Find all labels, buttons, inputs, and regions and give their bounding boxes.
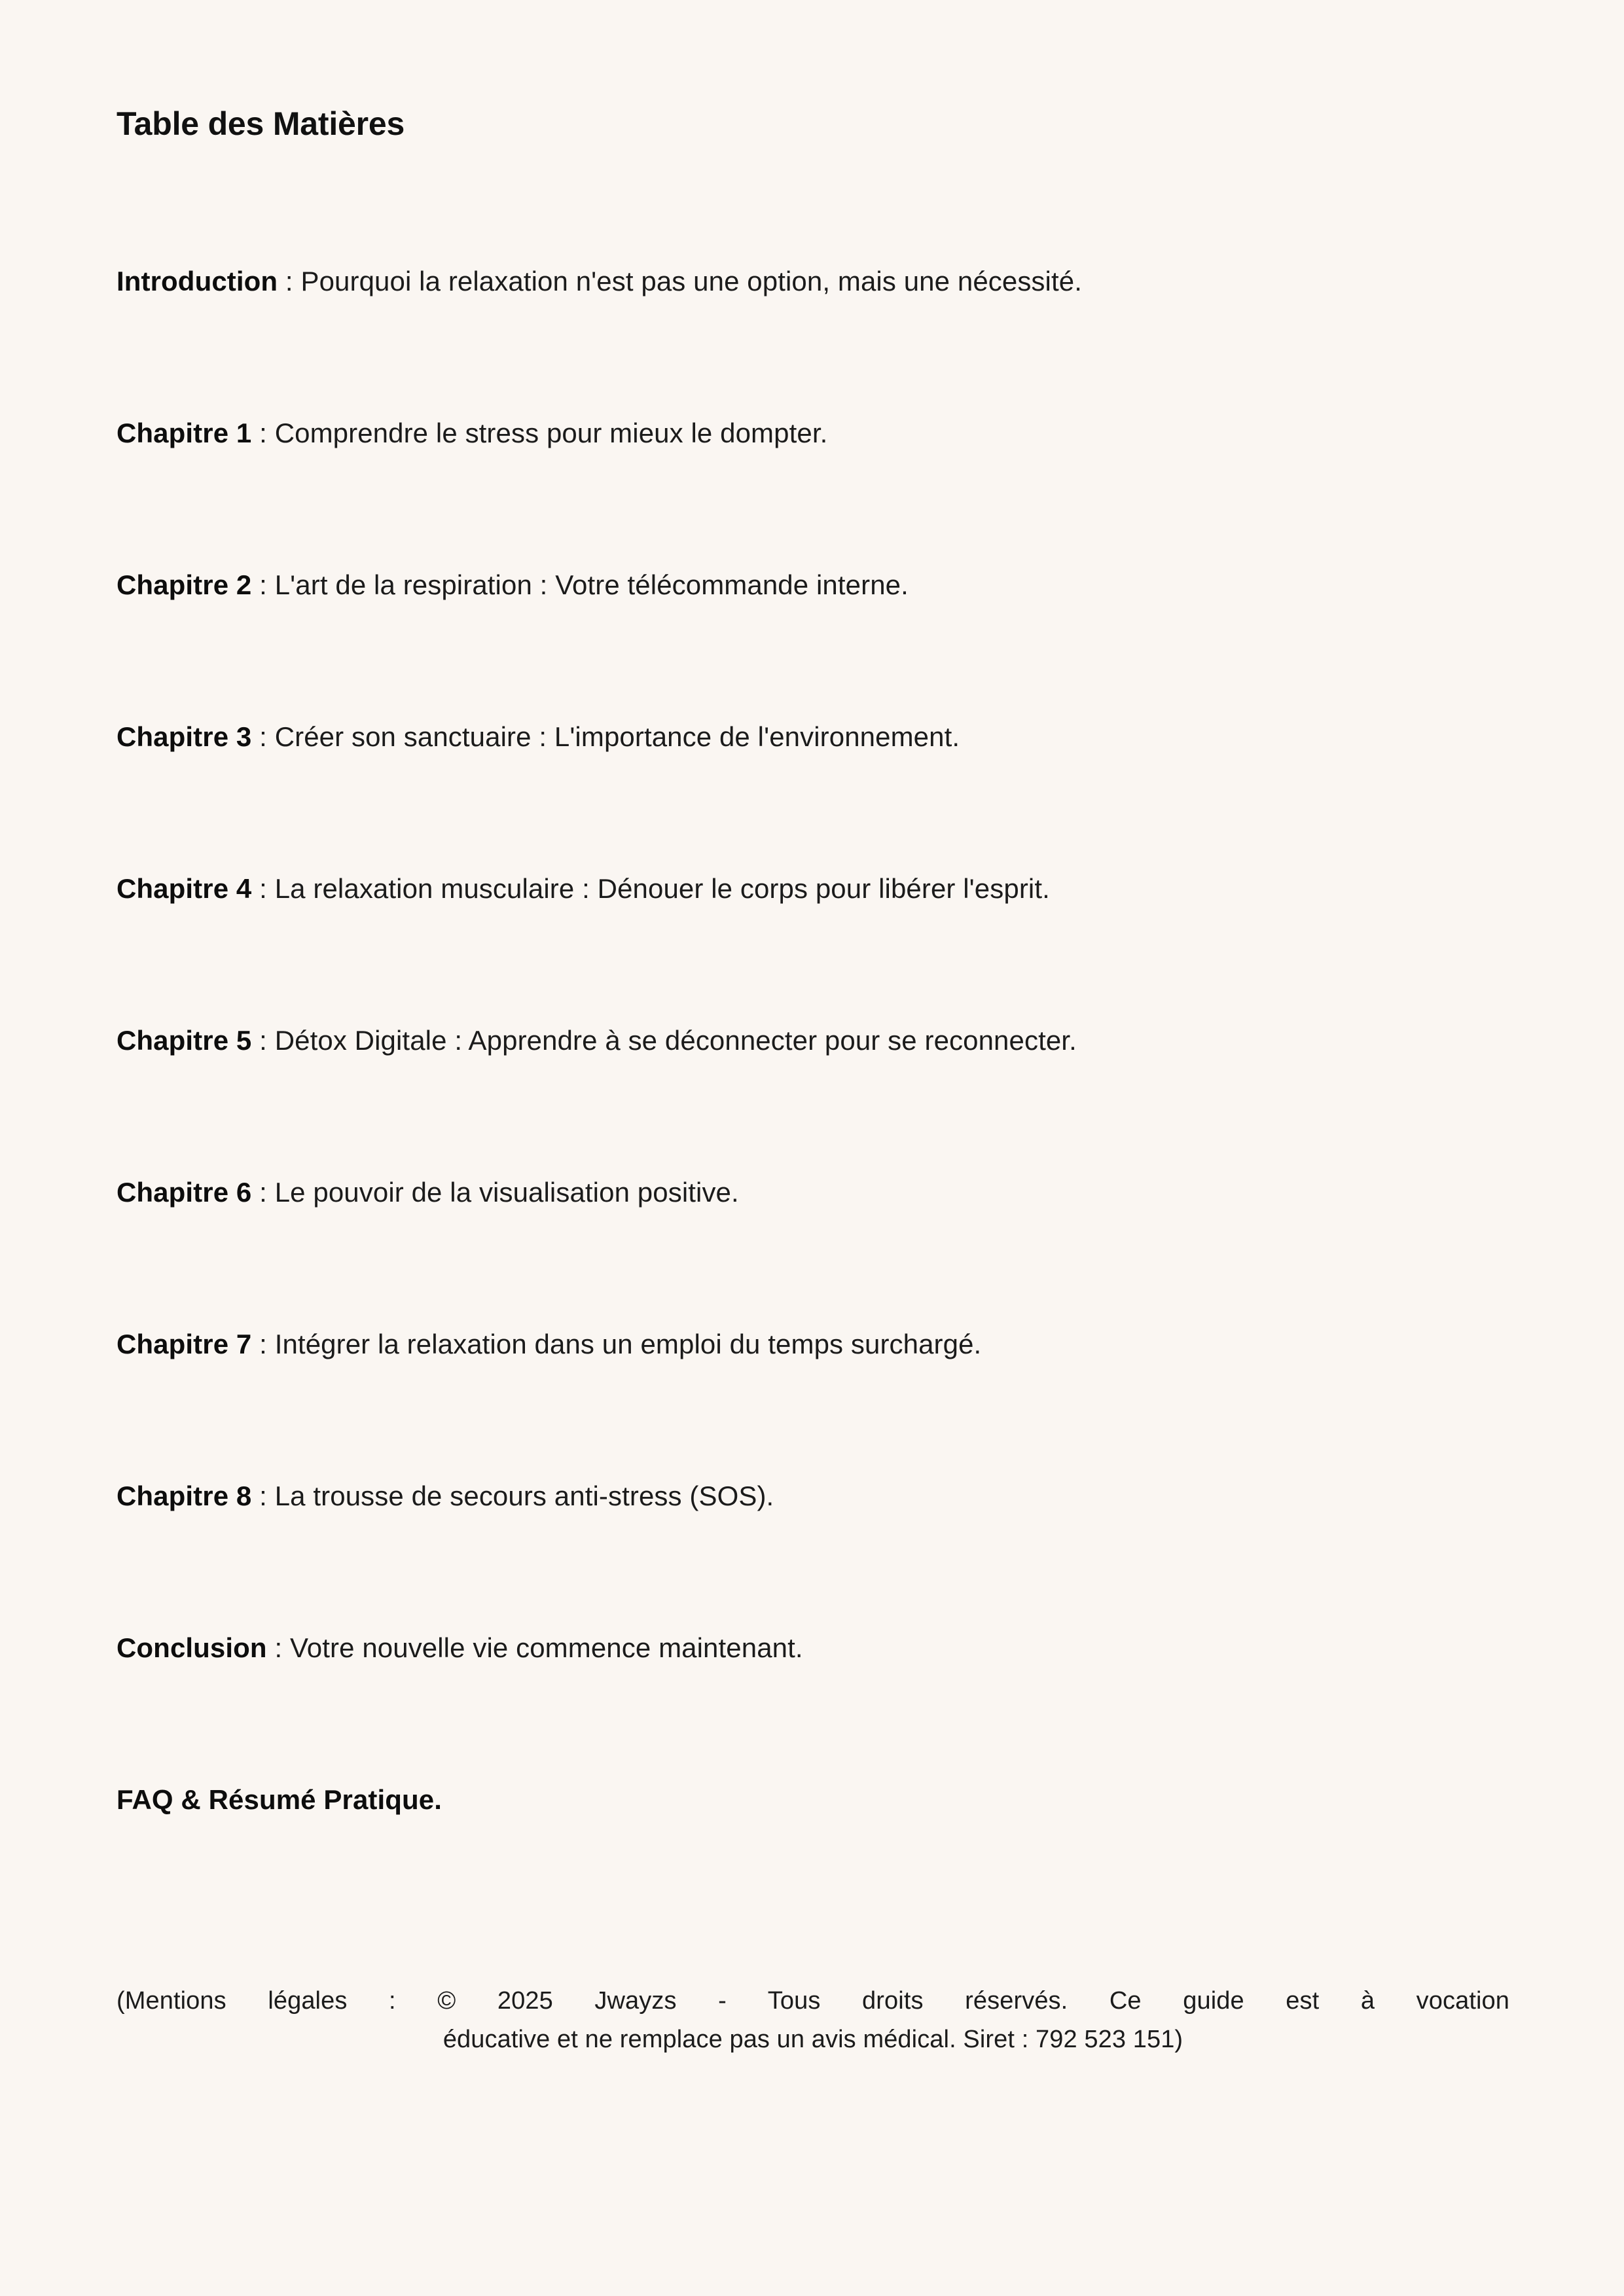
toc-entry-label: Chapitre 6 bbox=[117, 1177, 252, 1208]
toc-entry[interactable] bbox=[117, 719, 1509, 870]
toc-entry[interactable] bbox=[117, 870, 1509, 1022]
toc-entry[interactable] bbox=[117, 1630, 1509, 1782]
table-of-contents bbox=[117, 263, 1509, 1933]
toc-entry[interactable] bbox=[117, 1478, 1509, 1630]
toc-entry-description: : Intégrer la relaxation dans un emploi du temps surchargé. bbox=[251, 1329, 982, 1359]
toc-entry-label: Conclusion bbox=[117, 1632, 267, 1663]
toc-entry-description: : Créer son sanctuaire : L'importance de l'environnement. bbox=[251, 721, 960, 752]
toc-entry[interactable] bbox=[117, 1022, 1509, 1174]
toc-entry-description: : Votre nouvelle vie commence maintenant. bbox=[266, 1632, 803, 1663]
toc-entry-description: : Détox Digitale : Apprendre à se déconnecter pour se reconnecter. bbox=[251, 1025, 1077, 1056]
toc-entry-label: Chapitre 2 bbox=[117, 569, 252, 600]
legal-footer bbox=[117, 1982, 1509, 2059]
toc-entry-label: Chapitre 3 bbox=[117, 721, 252, 752]
toc-entry-description: : Pourquoi la relaxation n'est pas une option, mais une nécessité. bbox=[278, 266, 1082, 296]
toc-entry-label: Introduction bbox=[117, 266, 278, 296]
toc-entry-label: Chapitre 5 bbox=[117, 1025, 252, 1056]
toc-entry-description: : La trousse de secours anti-stress (SOS). bbox=[251, 1480, 774, 1511]
toc-entry[interactable] bbox=[117, 1326, 1509, 1478]
toc-entry[interactable] bbox=[117, 1174, 1509, 1326]
toc-entry-label: Chapitre 7 bbox=[117, 1329, 252, 1359]
toc-entry-label: Chapitre 4 bbox=[117, 873, 252, 904]
toc-entry[interactable] bbox=[117, 1782, 1509, 1933]
toc-entry-description: : La relaxation musculaire : Dénouer le corps pour libérer l'esprit. bbox=[251, 873, 1050, 904]
toc-entry[interactable] bbox=[117, 415, 1509, 567]
toc-entry-label: FAQ & Résumé Pratique. bbox=[117, 1784, 442, 1815]
legal-footer-line-1: (Mentions légales : © 2025 Jwayzs - Tous droits réservés. Ce guide est à vocation bbox=[117, 1987, 1509, 2015]
page-title: Table des Matières bbox=[117, 105, 405, 142]
toc-entry[interactable] bbox=[117, 263, 1509, 415]
toc-entry-description: : L'art de la respiration : Votre télécommande interne. bbox=[251, 569, 909, 600]
toc-entry[interactable] bbox=[117, 567, 1509, 719]
legal-footer-line-2: éducative et ne remplace pas un avis médical. Siret : 792 523 151) bbox=[442, 2025, 1183, 2053]
toc-entry-label: Chapitre 1 bbox=[117, 418, 252, 448]
toc-entry-description: : Comprendre le stress pour mieux le dompter. bbox=[251, 418, 828, 448]
toc-entry-label: Chapitre 8 bbox=[117, 1480, 252, 1511]
toc-entry-description: : Le pouvoir de la visualisation positive. bbox=[251, 1177, 739, 1208]
